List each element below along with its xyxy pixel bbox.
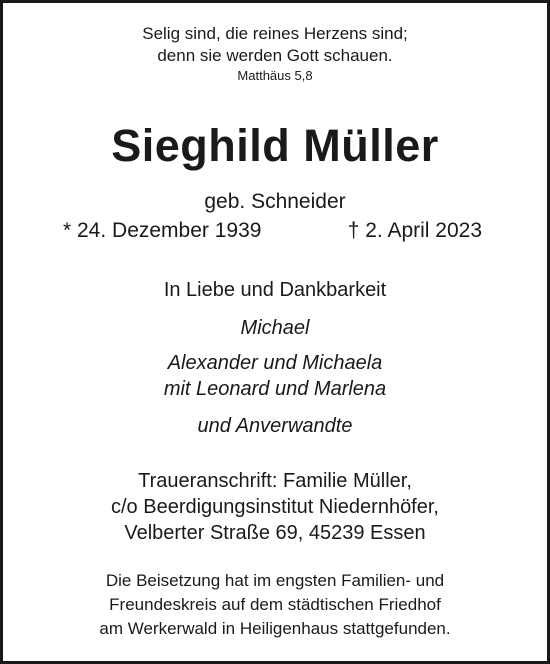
notice-line: am Werkerwald in Heiligenhaus stattgefunden. [99, 619, 451, 638]
notice-line: Die Beisetzung hat im engsten Familien- und [105, 571, 445, 590]
address-line: Velberter Straße 69, 45239 Essen [124, 522, 426, 544]
address-line: c/o Beerdigungsinstitut Niedernhöfer, [111, 496, 439, 518]
address-line: Traueranschrift: Familie Müller, [138, 470, 412, 492]
verse-reference: Matthäus 5,8 [237, 68, 313, 83]
verse-line: Selig sind, die reines Herzens sind; [142, 24, 408, 43]
birth-date: * 24. Dezember 1939 [63, 219, 262, 242]
mourner-name: Alexander und Michaela [167, 352, 383, 374]
verse-line: denn sie werden Gott schauen. [157, 46, 393, 65]
birth-name: geb. Schneider [204, 190, 346, 213]
bible-verse [3, 23, 547, 67]
mourning-address [3, 468, 547, 546]
dedication-line: In Liebe und Dankbarkeit [163, 279, 387, 301]
mourner-name: und Anverwandte [197, 415, 353, 437]
death-date: † 2. April 2023 [347, 219, 482, 242]
mourner-name: mit Leonard und Marlena [163, 378, 387, 400]
notice-line: Freundeskreis auf dem städtischen Friedhof [109, 595, 441, 614]
mourner-name: Michael [240, 317, 310, 339]
deceased-name: Sieghild Müller [111, 120, 439, 171]
burial-notice [3, 569, 547, 641]
